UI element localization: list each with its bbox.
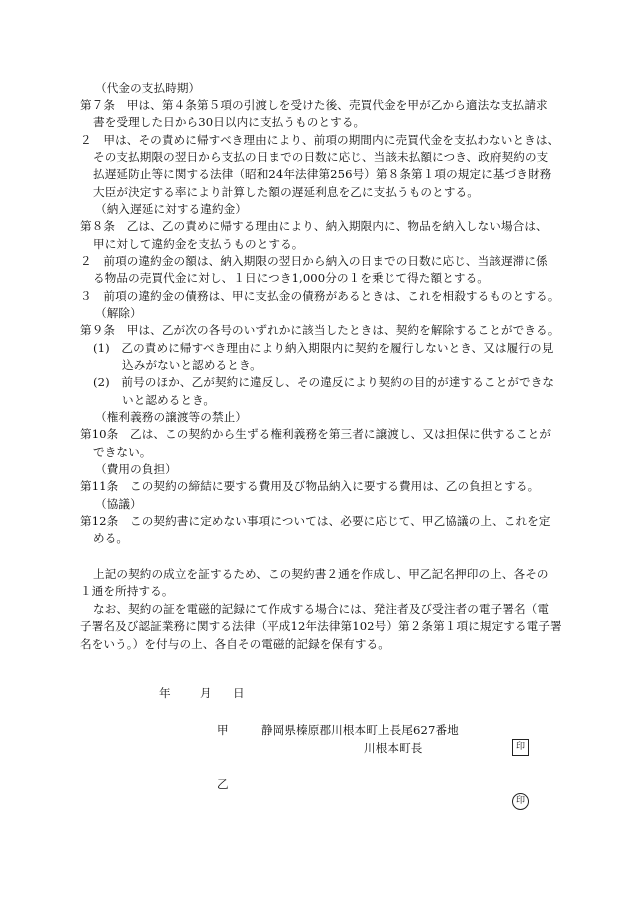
party-a-address: 静岡県榛原郡川根本町上長尾627番地 [261,723,459,737]
closing-paragraph-1: 上記の契約の成立を証するため、この契約書２通を作成し、甲乙記名押印の上、各その [93,567,549,581]
article-12-cont: める。 [93,531,129,545]
article-9: 第９条 甲は、乙が次の各号のいずれかに該当したときは、契約を解除することができる。 [80,323,560,337]
article-10: 第10条 乙は、この契約から生ずる権利義務を第三者に譲渡し、又は担保に供することが [80,427,552,441]
article-9-item-1-cont: 込みがないと認めるとき。 [122,358,262,372]
article-8-para-2: ２ 前項の違約金の額は、納入期限の翌日から納入の日までの日数に応じ、当該遅滞に係 [80,254,548,268]
article-7-para-2-cont-3: 大臣が決定する率により計算した額の遅延利息を乙に支払うものとする。 [93,185,479,199]
section-heading-delay-penalty: （納入遅延に対する違約金） [95,202,248,216]
date-year: 年 [159,686,171,700]
article-7: 第７条 甲は、第４条第５項の引渡しを受けた後、売買代金を甲が乙から適法な支払請求 [80,98,548,112]
article-9-item-1: (1) 乙の責めに帰すべき理由により納入期限内に契約を履行しないとき、又は履行の見 [93,341,554,355]
closing-paragraph-2-cont-2: 名をいう。）を付与の上、各自その電磁的記録を保有する。 [80,637,390,651]
party-b-label: 乙 [217,777,229,791]
article-12: 第12条 この契約書に定めない事項については、必要に応じて、甲乙協議の上、これを定 [80,514,551,528]
party-b-seal: 印 [512,793,529,810]
article-10-cont: できない。 [93,445,152,459]
party-a-title: 川根本町長 [364,741,423,755]
article-8-cont: 甲に対して違約金を支払うものとする。 [93,237,304,251]
article-7-cont: 書を受理した日から30日以内に支払うものとする。 [93,115,366,129]
article-11: 第11条 この契約の締結に要する費用及び物品納入に要する費用は、乙の負担とする。 [80,479,540,493]
section-heading-assignment: （権利義務の譲渡等の禁止） [95,410,248,424]
closing-paragraph-2-cont-1: 子署名及び認証業務に関する法律（平成12年法律第102号）第２条第１項に規定する電子署 [80,619,562,633]
section-heading-termination: （解除） [95,306,142,320]
closing-paragraph-1-cont: １通を所持する。 [80,584,174,598]
section-heading-consultation: （協議） [95,497,142,511]
article-9-item-2: (2) 前号のほか、乙が契約に違反し、その違反により契約の目的が達することができな [93,375,555,389]
article-8-para-2-cont: る物品の売買代金に対し、１日につき1,000分の１を乗じて得た額とする。 [93,271,489,285]
date-day: 日 [233,686,245,700]
article-7-para-2-cont-2: 払遅延防止等に関する法律（昭和24年法律第256号）第８条第１項の規定に基づき財務 [93,167,552,181]
closing-paragraph-2: なお、契約の証を電磁的記録にて作成する場合には、発注者及び受注者の電子署名（電 [93,602,550,616]
article-9-item-2-cont: いと認めるとき。 [122,393,216,407]
party-a-seal: 印 [512,739,529,756]
section-heading-payment-period: （代金の支払時期） [95,81,201,95]
article-7-para-2-cont-1: その支払期限の翌日から支払の日までの日数に応じ、当該未払額につき、政府契約の支 [93,150,549,164]
date-month: 月 [200,686,212,700]
party-a-label: 甲 [217,723,229,737]
article-7-para-2: ２ 甲は、その責めに帰すべき理由により、前項の期間内に売買代金を支払わないときは、 [80,133,560,147]
article-8-para-3: ３ 前項の違約金の債務は、甲に支払金の債務があるときは、これを相殺するものとする。 [80,289,560,303]
article-8: 第８条 乙は、乙の責めに帰する理由により、納入期限内に、物品を納入しない場合は、 [80,219,548,233]
section-heading-costs: （費用の負担） [95,462,177,476]
